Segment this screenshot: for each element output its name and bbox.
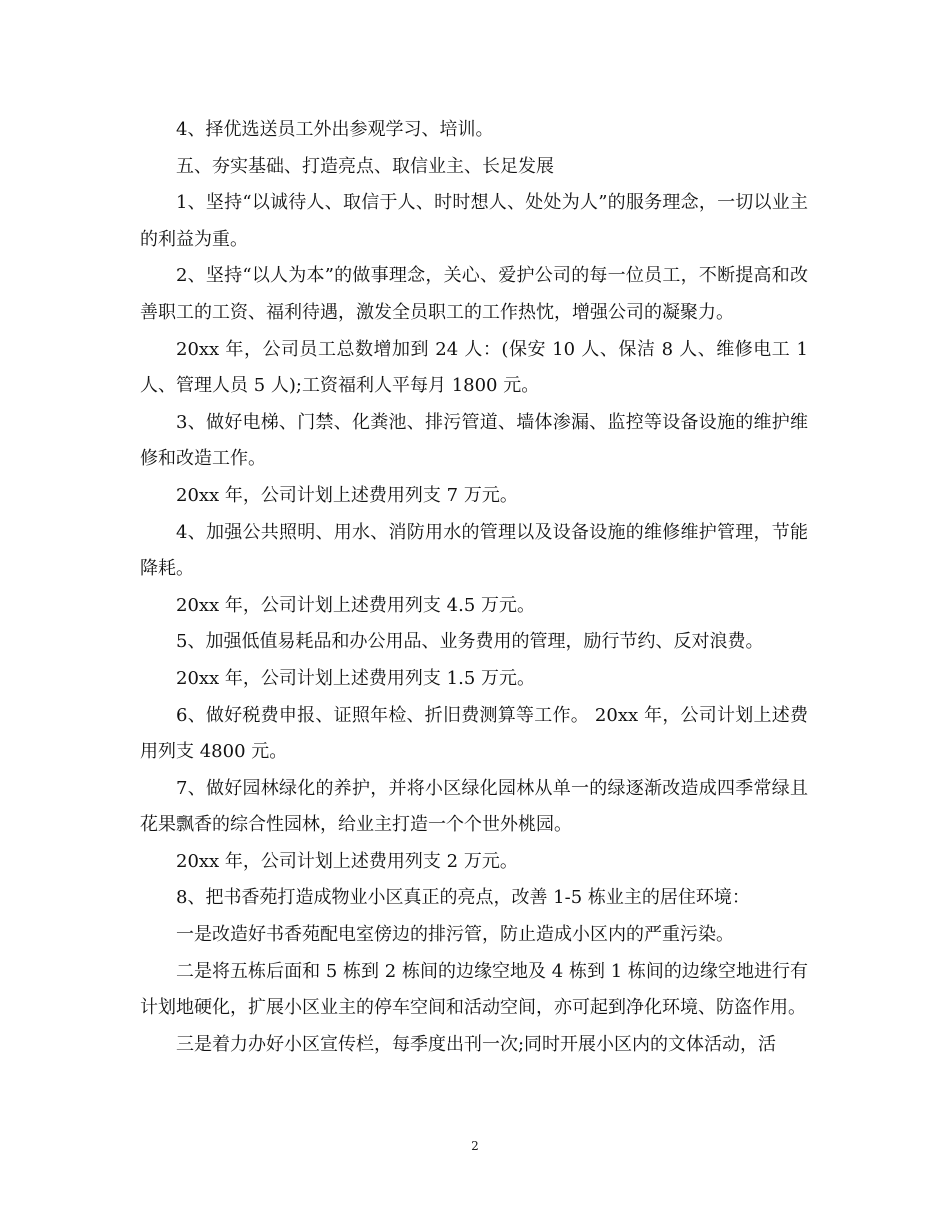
paragraph: 20xx 年，公司计划上述费用列支 4.5 万元。 bbox=[176, 594, 535, 616]
paragraph: 一是改造好书香苑配电室傍边的排污管，防止造成小区内的严重污染。 bbox=[176, 924, 734, 946]
paragraph: 三是着力办好小区宣传栏，每季度出刊一次;同时开展小区内的文体活动，活 bbox=[176, 1033, 777, 1055]
paragraph: 二是将五栋后面和 5 栋到 2 栋间的边缘空地及 4 栋到 1 栋间的边缘空地进行有计划地硬化，扩展小区业主的停车空间和活动空间，亦可起到净化环境、防盗作用。 bbox=[140, 960, 808, 1019]
paragraph: 2、坚持“以人为本”的做事理念，关心、爱护公司的每一位员工，不断提高和改善职工的工资、福利待遇，激发全员职工的工作热忱，增强公司的凝聚力。 bbox=[140, 265, 808, 323]
page-number: 2 bbox=[471, 1139, 479, 1153]
paragraph: 20xx 年，公司计划上述费用列支 2 万元。 bbox=[176, 850, 518, 872]
paragraph: 20xx 年，公司计划上述费用列支 7 万元。 bbox=[176, 484, 518, 506]
paragraph: 4、加强公共照明、用水、消防用水的管理以及设备设施的维修维护管理，节能降耗。 bbox=[140, 521, 808, 580]
paragraph: 6、做好税费申报、证照年检、折旧费测算等工作。 20xx 年，公司计划上述费用列支 4800 元。 bbox=[140, 704, 808, 763]
paragraph: 5、加强低值易耗品和办公用品、业务费用的管理，励行节约、反对浪费。 bbox=[176, 631, 764, 653]
paragraph: 4、择优选送员工外出参观学习、培训。 bbox=[176, 119, 494, 140]
paragraph: 20xx 年，公司员工总数增加到 24 人：(保安 10 人、保洁 8 人、维修电工 1 人、管理人员 5 人);工资福利人平每月 1800 元。 bbox=[140, 338, 808, 397]
document-body bbox=[140, 112, 808, 1063]
paragraph: 20xx 年，公司计划上述费用列支 1.5 万元。 bbox=[176, 667, 535, 689]
paragraph: 1、坚持“以诚待人、取信于人、时时想人、处处为人”的服务理念，一切以业主的利益为重。 bbox=[140, 192, 808, 250]
section-heading: 五、夯实基础、打造亮点、取信业主、长足发展 bbox=[176, 155, 554, 177]
paragraph: 3、做好电梯、门禁、化粪池、排污管道、墙体渗漏、监控等设备设施的维护维修和改造工作。 bbox=[140, 411, 808, 470]
paragraph: 7、做好园林绿化的养护，并将小区绿化园林从单一的绿逐渐改造成四季常绿且花果飘香的综合性园林，给业主打造一个个世外桃园。 bbox=[140, 777, 808, 836]
paragraph: 8、把书香苑打造成物业小区真正的亮点，改善 1-5 栋业主的居住环境： bbox=[176, 887, 750, 909]
